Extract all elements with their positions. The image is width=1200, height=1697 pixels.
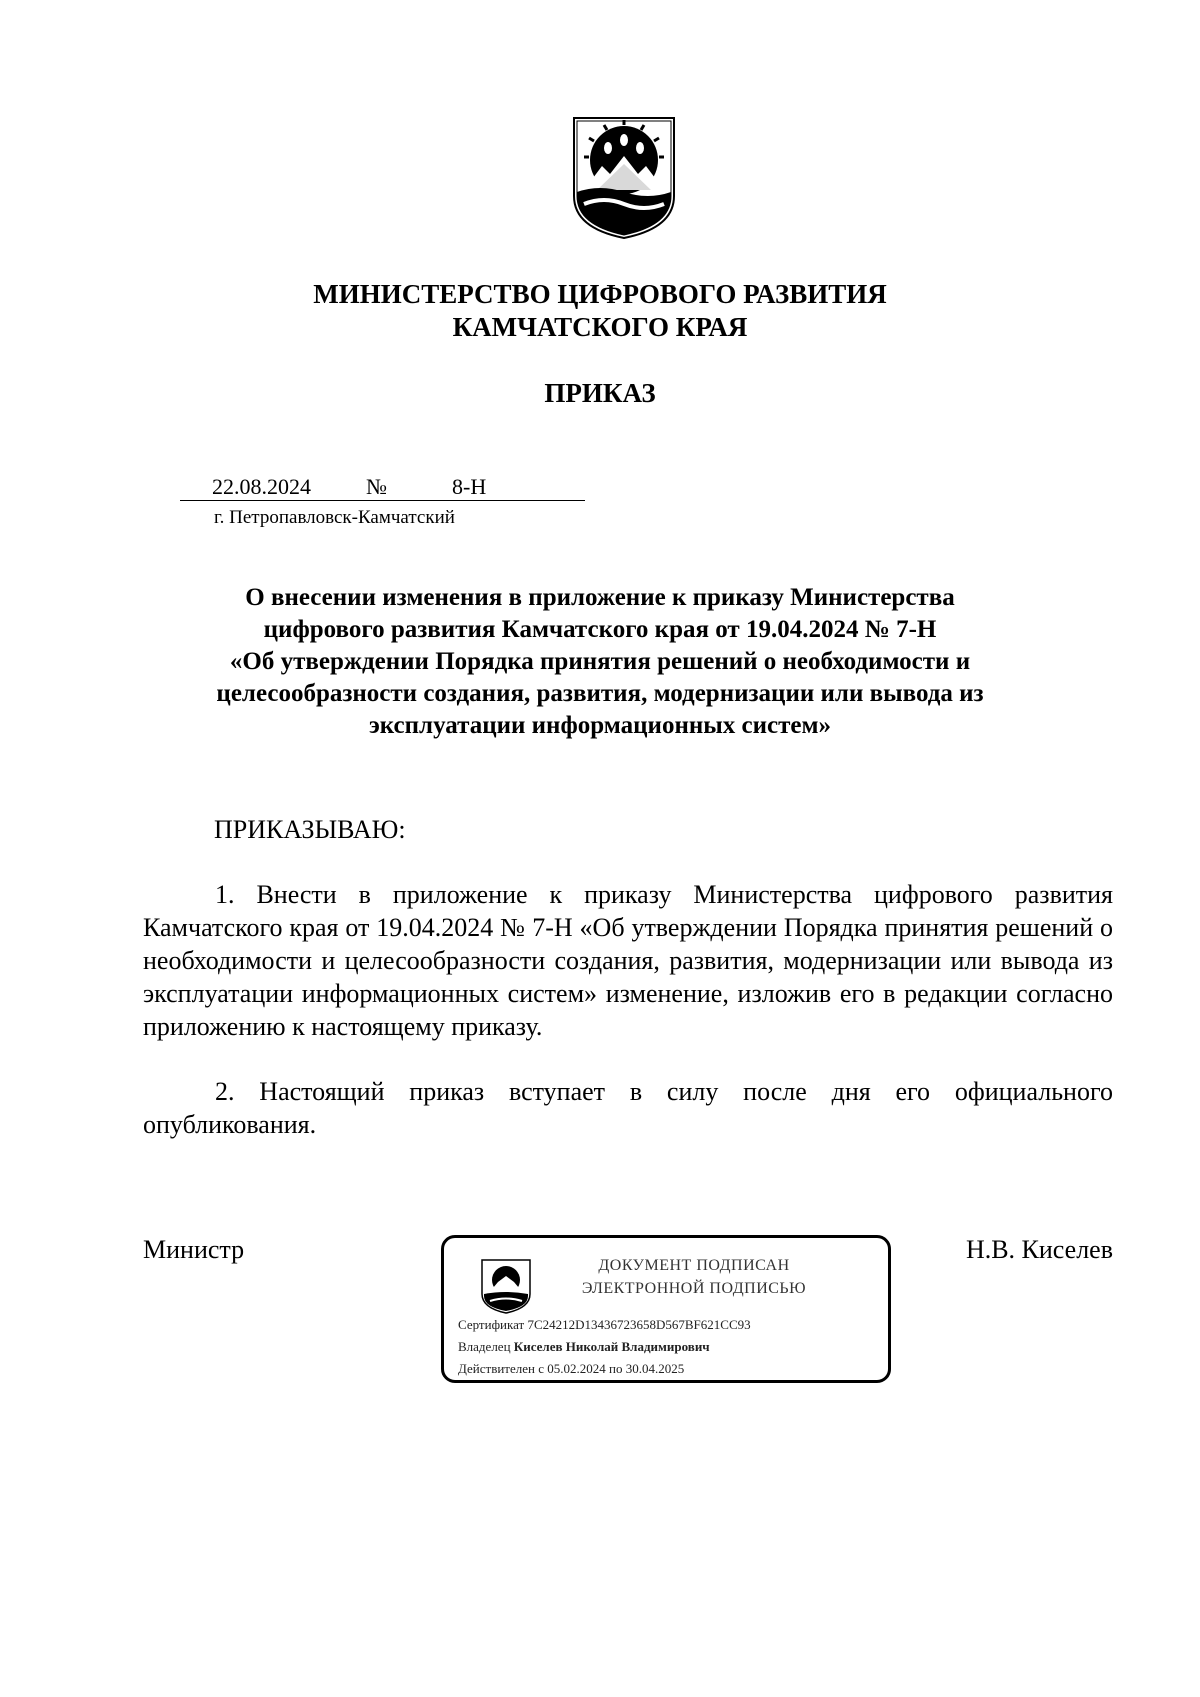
subject-line: эксплуатации информационных систем» xyxy=(368,712,832,739)
signer-name: Н.В. Киселев xyxy=(965,1235,1113,1264)
valid-to: 30.04.2025 xyxy=(625,1361,685,1376)
stamp-title-line2: ЭЛЕКТРОННОЙ ПОДПИСЬЮ xyxy=(581,1280,807,1297)
order-subject xyxy=(0,582,1200,742)
order-date: 22.08.2024 xyxy=(212,474,311,499)
ministry-name-line2: КАМЧАТСКОГО КРАЯ xyxy=(452,312,748,342)
paragraph-2: 2. Настоящий приказ вступает в силу после дня его официального опубликования. xyxy=(143,1077,1113,1139)
order-keyword: ПРИКАЗЫВАЮ: xyxy=(214,815,406,844)
certificate-label: Сертификат xyxy=(458,1317,525,1332)
valid-to-label: по xyxy=(609,1361,623,1376)
document-type: ПРИКАЗ xyxy=(544,378,656,408)
owner-row xyxy=(458,1339,710,1355)
stamp-title xyxy=(559,1254,829,1300)
certificate-row xyxy=(458,1317,751,1333)
certificate-value: 7C24212D13436723658D567BF621CC93 xyxy=(527,1317,751,1332)
subject-line: цифрового развития Камчатского края от 19.04.2024 № 7-Н xyxy=(263,616,937,643)
subject-line: О внесении изменения в приложение к приказу Министерства xyxy=(245,584,955,611)
validity-label: Действителен с xyxy=(458,1361,544,1376)
valid-from: 05.02.2024 xyxy=(547,1361,606,1376)
validity-row xyxy=(458,1361,684,1377)
kamchatka-coat-of-arms-icon xyxy=(570,112,678,240)
paragraph-1: 1. Внести в приложение к приказу Министерства цифрового развития Камчатского края от 19.04.2024 № 7-Н «Об утверждении Порядка принятия решений о необходимости и целесообразности создания, развития, модернизации или вывода из эксплуатации информационных систем» изменение, изложив его в редакции согласно приложению к настоящему приказу. xyxy=(143,880,1113,1041)
owner-label: Владелец xyxy=(458,1339,511,1354)
registration-underline xyxy=(180,500,585,501)
stamp-title-line1: ДОКУМЕНТ ПОДПИСАН xyxy=(598,1257,790,1274)
electronic-signature-stamp xyxy=(441,1235,891,1383)
ministry-name xyxy=(0,278,1200,344)
signer-title: Министр xyxy=(143,1235,245,1264)
number-sign: № xyxy=(366,474,387,499)
ministry-name-line1: МИНИСТЕРСТВО ЦИФРОВОГО РАЗВИТИЯ xyxy=(313,279,887,309)
subject-line: целесообразности создания, развития, модернизации или вывода из xyxy=(216,680,984,707)
city: г. Петропавловск-Камчатский xyxy=(214,507,455,528)
owner-value: Киселев Николай Владимирович xyxy=(513,1339,710,1354)
order-number: 8-Н xyxy=(452,474,487,499)
subject-line: «Об утверждении Порядка принятия решений о необходимости и xyxy=(229,648,971,675)
kamchatka-coat-of-arms-small-icon xyxy=(480,1258,532,1314)
